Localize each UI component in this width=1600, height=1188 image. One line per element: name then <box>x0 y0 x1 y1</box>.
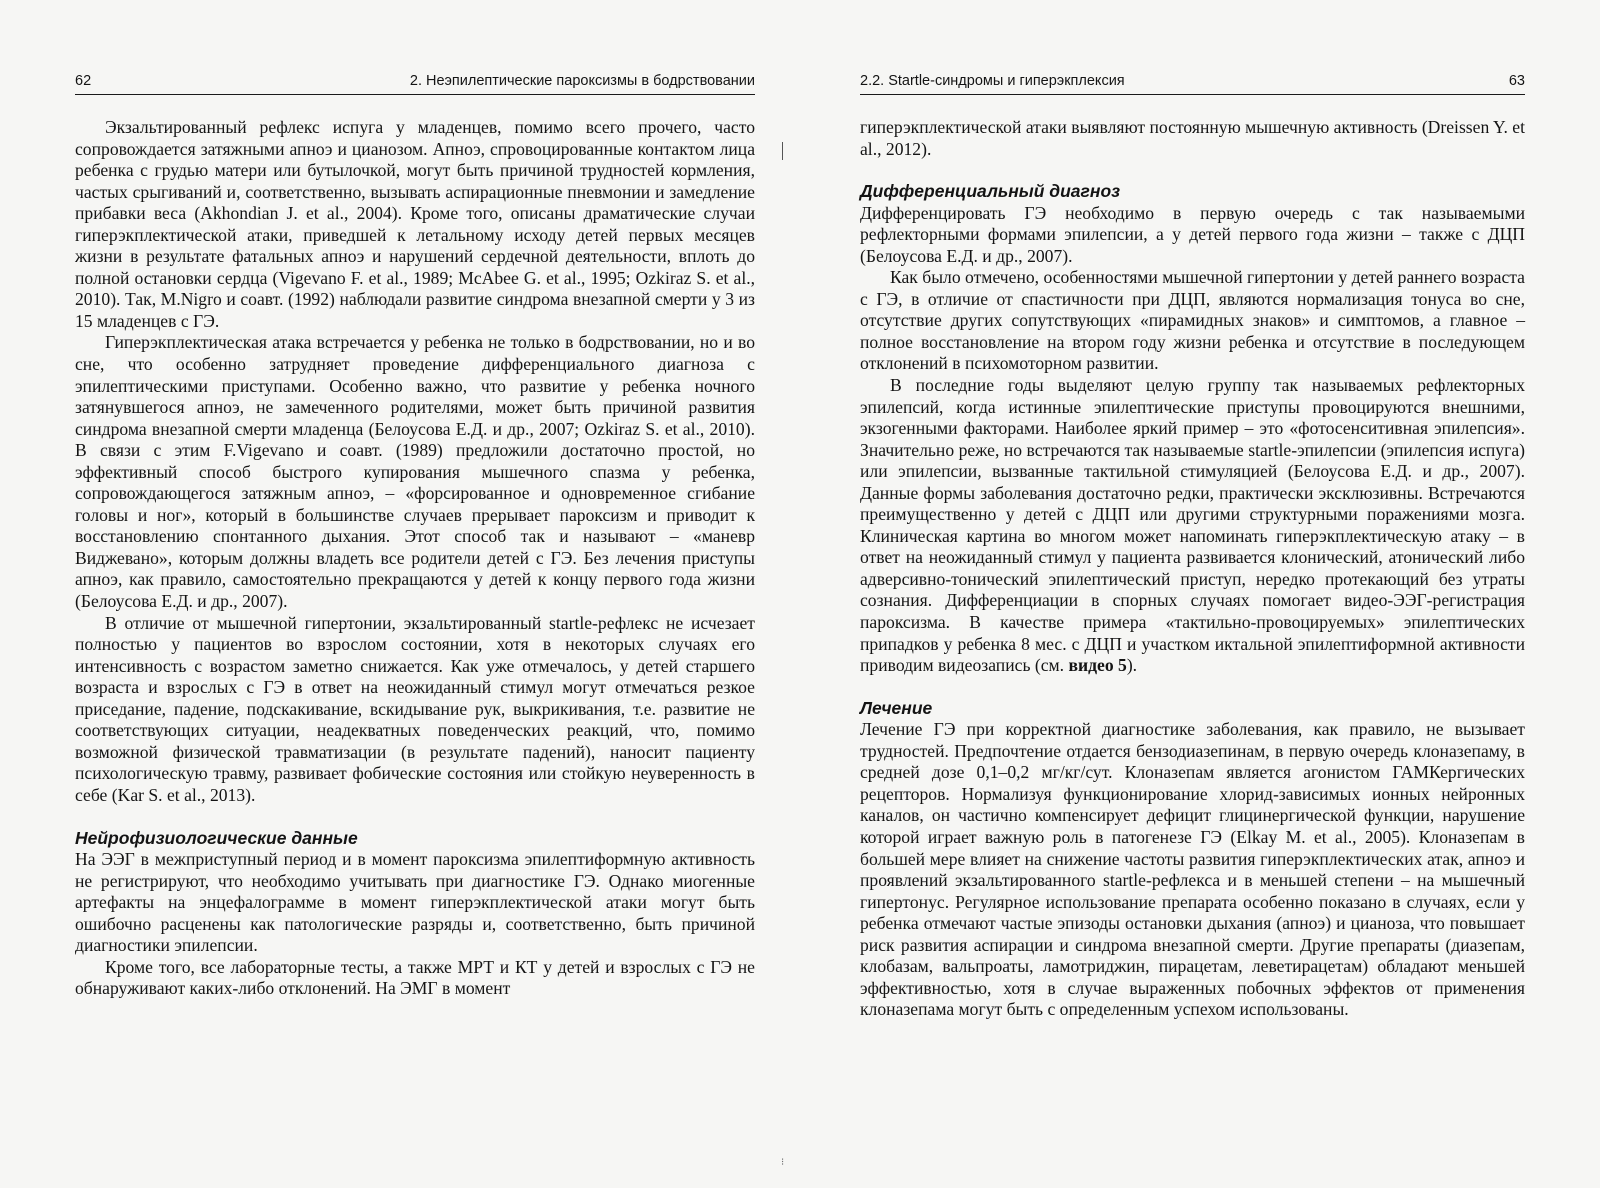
paragraph: На ЭЭГ в межприступный период и в момент пароксизма эпилептиформную активность не регистрируют, что необходимо учитывать при диагностике ГЭ. Однако миогенные артефакты на энцефалограмме в момент гиперэкплектической атаки могут быть ошибочно расценены как патологические разряды и, соответственно, быть причиной диагностики эпилепсии. <box>75 849 755 956</box>
paragraph: В отличие от мышечной гипертонии, экзальтированный startle-рефлекс не исчезает полностью у пациентов во взрослом состоянии, хотя в некоторых случаях его интенсивность с возрастом заметно снижается. Как уже отмечалось, у детей старшего возраста и взрослых с ГЭ в ответ на неожиданный стимул могут отмечаться резкое приседание, падение, подскакивание, вскидывание рук, выкрикивания, т.е. развитие не соответствующих ситуации, неадекватных поведенческих реакций, что, помимо возможной физической травматизации (в результате падений), наносит пациенту психологическую травму, развивает фобические состояния или стойкую неуверенность в себе (Kar S. et al., 2013). <box>75 612 755 805</box>
paragraph-tail: ). <box>1126 655 1138 676</box>
right-running-title: 2.2. Startle-синдромы и гиперэкплексия <box>860 73 1125 89</box>
margin-mark <box>782 142 783 160</box>
section-heading-neurophysiology: Нейрофизиологические данные <box>75 827 358 848</box>
paragraph: Кроме того, все лабораторные тесты, а также МРТ и КТ у детей и взрослых с ГЭ не обнаруживают каких-либо отклонений. На ЭМГ в момент <box>75 956 755 999</box>
section-heading-differential-diagnosis: Дифференциальный диагноз <box>860 181 1121 202</box>
paragraph: Гиперэкплектическая атака встречается у ребенка не только в бодрствовании, но и во сне, что особенно затрудняет проведение дифференциального диагноза с эпилептическими приступами. Особенно важно, что развитие у ребенка ночного затянувшегося апноэ, не замеченного родителями, может быть причиной развития синдрома внезапной смерти младенца (Белоусова Е.Д. и др., 2007; Ozkiraz S. et al., 2010). В связи с этим F.Vigevano и соавт. (1989) предложили достаточно простой, но эффективный способ быстрого купирования мышечного спазма у ребенка, сопровождающегося затяжным апноэ, – «форсированное и одновременное сгибание головы и ног», который в большинстве случаев прерывает пароксизм и приводит к восстановлению спонтанного дыхания. Этот способ так и называют – «маневр Виджевано», которым должны владеть все родители детей с ГЭ. Без лечения приступы апноэ, как правило, самостоятельно прекращаются у детей к концу первого года жизни (Белоусова Е.Д. и др., 2007). <box>75 332 755 612</box>
paragraph: Лечение ГЭ при корректной диагностике заболевания, как правило, не вызывает трудностей. Предпочтение отдается бензодиазепинам, в первую очередь клоназепаму, в средней дозе 0,1–0,2 мг/кг/сут. Клоназепам является агонистом ГАМКергических рецепторов. Нормализуя функционирование хлорид-зависимых ионных нейронных каналов, он частично компенсирует дефицит глицинергической функции, нарушение которой играет важную роль в патогенезе ГЭ (Elkay M. et al., 2005). Клоназепам в большей мере влияет на снижение частоты развития гиперэкплектических атак, апноэ и проявлений экзальтированного startle-рефлекса и в меньшей степени – на мышечный гипертонус. Регулярное использование препарата особенно показано в случаях, если у ребенка отмечают частые эпизоды остановки дыхания (апноэ) и цианоза, что повышает риск развития аспирации и синдрома внезапной смерти. Другие препараты (диазепам, клобазам, вальпроаты, ламотриджин, пирацетам, леветирацетам) обладают меньшей эффективностью, хотя в случае выраженных побочных эффектов от применения клоназепама могут быть с определенным успехом использованы. <box>860 719 1525 1020</box>
paragraph: гиперэкплектической атаки выявляют постоянную мышечную активность (Dreissen Y. et al., 2012). <box>860 117 1525 159</box>
paragraph-with-video-reference <box>860 375 1525 677</box>
right-body-text <box>860 117 1525 1021</box>
left-running-title: 2. Неэпилептические пароксизмы в бодрствовании <box>409 73 755 89</box>
right-running-head <box>860 70 1525 95</box>
section-heading-treatment: Лечение <box>860 697 933 718</box>
paragraph: Дифференцировать ГЭ необходимо в первую очередь с так называемыми рефлекторными формами эпилепсии, а у детей первого года жизни – также с ДЦП (Белоусова Е.Д. и др., 2007). <box>860 202 1525 266</box>
left-page-number: 62 <box>75 73 92 89</box>
right-page <box>860 0 1525 1188</box>
right-page-number: 63 <box>1508 73 1525 89</box>
video-reference: видео 5 <box>1068 655 1127 676</box>
left-body-text <box>75 117 755 1000</box>
left-running-head <box>75 70 755 95</box>
paragraph: Экзальтированный рефлекс испуга у младенцев, помимо всего прочего, часто сопровождается затяжными апноэ и цианозом. Апноэ, спровоцированные контактом лица ребенка с грудью матери или бутылочкой, могут быть причиной трудностей кормления, частых срыгиваний и, соответственно, вызывать аспирационные пневмонии и замедление прибавки веса (Akhondian J. et al., 2004). Кроме того, описаны драматические случаи гиперэкплектической атаки, приведшей к летальному исходу детей первых месяцев жизни в результате фатальных апноэ и нарушений сердечной деятельности, вплоть до полной остановки сердца (Vigevano F. et al., 1989; McAbee G. et al., 1995; Ozkiraz S. et al., 2010). Так, M.Nigro и соавт. (1992) наблюдали развитие синдрома внезапной смерти у 3 из 15 младенцев с ГЭ. <box>75 117 755 331</box>
left-page <box>75 0 755 1188</box>
paragraph: Как было отмечено, особенностями мышечной гипертонии у детей раннего возраста с ГЭ, в отличие от спастичности при ДЦП, являются нормализация тонуса во сне, отсутствие других сопутствующих «пирамидных знаков» и симптомов, а главное – полное восстановление на втором году жизни ребенка и отсутствие в последующем отклонений в психомоторном развитии. <box>860 267 1525 374</box>
gutter-mark: ⁝ <box>781 1157 785 1168</box>
paragraph-text: В последние годы выделяют целую группу так называемых рефлекторных эпилепсий, когда истинные эпилептические приступы провоцируются внешними, экзогенными факторами. Наиболее яркий пример – это «фотосенситивная эпилепсия». Значительно реже, но встречаются так называемые startle-эпилепсии (эпилепсия испуга) или эпилепсии, вызванные тактильной стимуляцией (Белоусова Е.Д. и др., 2007). Данные формы заболевания достаточно редки, практически эксклюзивны. Встречаются преимущественно у детей с ДЦП или другими структурными поражениями мозга. Клиническая картина во многом может напоминать гиперэкплектическую атаку – в ответ на неожиданный стимул у пациента развивается клонический, атонический либо адверсивно-тонический эпилептический приступ, нередко протекающий без утраты сознания. Дифференциации в спорных случаях помогает видео-ЭЭГ-регистрация пароксизма. В качестве примера «тактильно-провоцируемых» эпилептических припадков у ребенка 8 мес. с ДЦП и участком иктальной эпилептиформной активности приводим видеозапись (см. <box>860 375 1525 676</box>
